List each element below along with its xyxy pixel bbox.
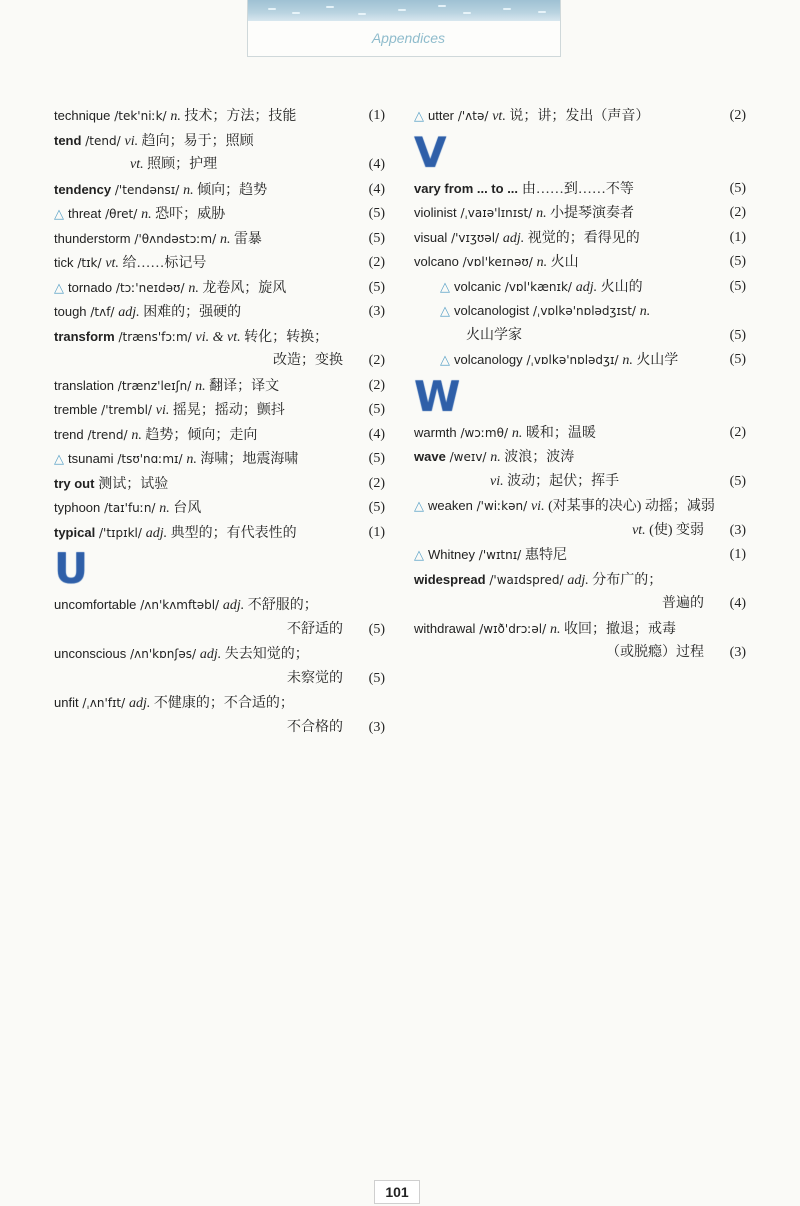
part-of-speech: n.	[490, 450, 501, 465]
part-of-speech: n.	[186, 452, 197, 467]
page-number: 101	[374, 1180, 420, 1204]
headword: unconscious	[54, 646, 127, 661]
unit-number: (4)	[368, 181, 385, 197]
definition: 改造；变换	[273, 353, 343, 368]
headword: uncomfortable	[54, 597, 137, 612]
headword: tornado	[68, 279, 113, 295]
headword: wave	[414, 449, 446, 464]
definition: 技术；方法；技能	[180, 109, 297, 124]
entry-row	[414, 250, 746, 275]
unit-number: (4)	[368, 426, 385, 442]
part-of-speech: n.	[131, 427, 142, 443]
unit-number: (5)	[368, 206, 385, 221]
entry-row	[54, 104, 385, 129]
definition: 惠特尼	[525, 548, 568, 563]
part-of-speech: n.	[639, 304, 651, 319]
entry-row	[54, 667, 385, 692]
definition: 不合格的	[287, 719, 343, 735]
part-of-speech: vi.	[124, 133, 139, 149]
part-of-speech: vt.	[492, 109, 506, 124]
pronunciation: /tend/	[81, 133, 125, 148]
pronunciation: /tʌf/	[86, 305, 119, 319]
part-of-speech: n.	[549, 621, 561, 637]
entry-row	[54, 251, 385, 276]
definition: (对某事的决心) 动摇；减弱	[544, 499, 715, 514]
entry-row	[54, 423, 385, 448]
entry-row	[414, 543, 746, 568]
headword: transform	[54, 328, 115, 344]
unit-number: (5)	[368, 500, 385, 515]
definition: 由……到……不等	[521, 181, 634, 197]
triangle-icon: △	[54, 279, 64, 295]
pronunciation: /ˌvaɪə'lɪnɪst/	[456, 206, 537, 220]
headword: volcanology	[454, 352, 523, 367]
unit-number: (5)	[729, 278, 746, 294]
entry-row	[54, 349, 385, 374]
headword: warmth	[414, 424, 457, 440]
unit-number: (5)	[368, 451, 385, 466]
definition: 摇晃；摇动；颤抖	[169, 403, 285, 418]
definition: 海啸；地震海啸	[196, 452, 299, 467]
definition: 火山	[547, 255, 579, 270]
definition: 不健康的；不合适的；	[150, 696, 294, 711]
entry-row	[54, 496, 385, 521]
entry-row	[54, 593, 385, 618]
headword: typical	[54, 524, 96, 540]
unit-number: (3)	[729, 645, 746, 660]
entry-row	[54, 472, 385, 497]
definition: 倾向；趋势	[193, 182, 268, 198]
letter-u-heading: U	[54, 547, 385, 591]
entry-row	[414, 519, 746, 544]
pronunciation: /taɪ'fuːn/	[100, 501, 160, 515]
definition: 失去知觉的；	[221, 647, 309, 662]
definition: 转化；转换；	[240, 329, 329, 345]
headword: volcanologist	[454, 303, 530, 318]
unit-number: (4)	[368, 157, 385, 172]
entry-row	[414, 568, 746, 593]
part-of-speech: n.	[188, 280, 199, 296]
headword: weaken	[428, 498, 473, 513]
headword: tremble	[54, 402, 98, 417]
entry-row	[414, 201, 746, 226]
pronunciation: /'vɪʒʊəl/	[447, 230, 503, 245]
headword: tick	[54, 255, 74, 270]
part-of-speech: adj.	[567, 572, 589, 588]
entry-row	[414, 617, 746, 642]
headword: visual	[414, 229, 448, 245]
group-u	[54, 593, 385, 740]
part-of-speech: adj.	[502, 230, 525, 246]
unit-number: (5)	[729, 327, 746, 343]
pronunciation: /ʌn'kɒnʃəs/	[126, 647, 200, 661]
triangle-icon: △	[414, 498, 424, 513]
entry-row	[414, 177, 746, 202]
headword: utter	[428, 108, 455, 123]
entry-row	[414, 445, 746, 470]
unit-number: (5)	[368, 230, 385, 246]
entry-row	[414, 641, 746, 666]
headword: unfit	[54, 695, 79, 710]
entry-row	[54, 447, 385, 472]
definition: 测试；试验	[98, 476, 169, 492]
right-column	[414, 104, 746, 666]
definition: 趋向；易于；照顾	[138, 133, 254, 149]
pronunciation: /ˌvɒlkə'nɒlədʒɪ/	[522, 353, 623, 367]
definition: 火山的	[597, 279, 643, 295]
part-of-speech: adj.	[575, 279, 598, 295]
definition: 火山学家	[466, 327, 522, 343]
entry-row	[54, 691, 385, 716]
headword: violinist	[414, 205, 457, 220]
definition: 收回；撤退；戒毒	[560, 621, 676, 637]
entry-row	[414, 421, 746, 446]
letter-w-heading: W	[414, 375, 746, 419]
part-of-speech: n.	[622, 353, 633, 368]
pronunciation: /tsʊ'nɑːmɪ/	[113, 452, 187, 466]
entry-row	[54, 153, 385, 178]
entry-row	[54, 618, 385, 643]
part-of-speech: n.	[141, 207, 152, 222]
section-label: Appendices	[371, 30, 445, 46]
pronunciation: /'waɪdspred/	[485, 572, 568, 587]
entry-row	[54, 325, 385, 350]
definition: 波动；起伏；挥手	[503, 473, 620, 489]
pronunciation: /trænz'leɪʃn/	[113, 378, 196, 393]
definition: 未察觉的	[287, 670, 343, 686]
pronunciation: /'wɪtnɪ/	[474, 548, 526, 562]
header-wave-band	[248, 0, 560, 21]
definition: 典型的；有代表性的	[167, 525, 297, 541]
part-of-speech: adj.	[118, 305, 140, 320]
letter-v-heading: V	[414, 131, 746, 175]
part-of-speech: adj.	[129, 696, 151, 711]
pronunciation: /'trembl/	[97, 403, 156, 417]
unit-number: (1)	[368, 524, 385, 540]
definition: 给……标记号	[118, 256, 207, 271]
headword: trend	[54, 426, 84, 442]
definition: 恐吓；威胁	[151, 207, 226, 222]
headword: threat	[68, 206, 102, 221]
headword: thunderstorm	[54, 230, 131, 246]
entry-row	[54, 374, 385, 399]
headword: volcanic	[454, 278, 501, 294]
unit-number: (5)	[368, 670, 385, 686]
entry-row	[414, 104, 746, 129]
definition: (使) 变弱	[645, 522, 704, 538]
part-of-speech: vt.	[632, 522, 646, 538]
pronunciation: /wɪð'drɔːəl/	[475, 621, 550, 636]
triangle-icon: △	[440, 303, 450, 318]
unit-number: (2)	[368, 377, 385, 393]
part-of-speech: adj.	[145, 525, 168, 541]
definition: 波浪；波涛	[500, 450, 575, 465]
pronunciation: /tɔː'neɪdəʊ/	[112, 280, 189, 295]
pronunciation: /θret/	[101, 207, 142, 221]
entry-row	[414, 494, 746, 519]
headword: tough	[54, 304, 87, 319]
pronunciation: /tek'niːk/	[110, 109, 171, 123]
unit-number: (2)	[729, 108, 746, 123]
headword: Whitney	[428, 547, 475, 562]
entry-row	[54, 276, 385, 301]
unit-number: (2)	[729, 424, 746, 440]
pronunciation: /ʌn'kʌmftəbl/	[136, 598, 223, 612]
entry-row	[414, 299, 746, 324]
part-of-speech: n.	[219, 231, 231, 247]
section-header	[247, 0, 561, 57]
unit-number: (1)	[729, 229, 746, 245]
unit-number: (2)	[368, 353, 385, 368]
group-u-cont	[414, 104, 746, 129]
definition: 暖和；温暖	[522, 425, 596, 441]
headword: tsunami	[68, 451, 114, 466]
entry-row	[414, 226, 746, 251]
unit-number: (5)	[729, 180, 746, 196]
definition: 困难的；强硬的	[139, 305, 242, 320]
pronunciation: /ˌvɒlkə'nɒlədʒɪst/	[529, 304, 640, 318]
group-t	[54, 104, 385, 545]
part-of-speech: adj.	[222, 598, 245, 613]
definition: 台风	[169, 501, 202, 516]
triangle-icon: △	[414, 547, 424, 562]
pronunciation: /'tɪpɪkl/	[95, 525, 146, 540]
unit-number: (2)	[729, 205, 746, 220]
headword: technique	[54, 108, 111, 123]
pronunciation: /'ʌtə/	[454, 109, 493, 123]
definition: （或脱瘾）过程	[606, 645, 704, 660]
triangle-icon: △	[54, 206, 64, 221]
part-of-speech: adj.	[199, 647, 222, 662]
part-of-speech: n.	[170, 109, 181, 124]
headword: typhoon	[54, 500, 101, 515]
pronunciation: /træns'fɔːm/	[114, 329, 196, 344]
definition: 小提琴演奏者	[546, 206, 635, 221]
entry-row	[54, 398, 385, 423]
entry-row	[54, 178, 385, 203]
part-of-speech: vi.	[155, 403, 170, 418]
group-v	[414, 177, 746, 373]
definition: 火山学	[632, 353, 679, 368]
pronunciation: /'tendənsɪ/	[111, 182, 184, 197]
entry-row	[54, 521, 385, 546]
headword: withdrawal	[414, 620, 476, 636]
unit-number: (5)	[729, 473, 746, 489]
definition: 雷暴	[230, 231, 262, 247]
entry-row	[414, 324, 746, 349]
part-of-speech: n.	[536, 255, 548, 270]
pronunciation: /tɪk/	[73, 256, 106, 270]
headword: translation	[54, 377, 114, 393]
pronunciation: /wɔːmθ/	[456, 425, 512, 440]
definition: 不舒适的	[287, 621, 343, 637]
triangle-icon: △	[414, 108, 424, 123]
entry-row	[414, 348, 746, 373]
triangle-icon: △	[440, 352, 450, 367]
entry-row	[54, 129, 385, 154]
left-column	[54, 104, 385, 740]
unit-number: (3)	[368, 719, 385, 735]
pronunciation: /'θʌndəstɔːm/	[130, 231, 220, 246]
pronunciation: /trend/	[83, 427, 132, 442]
definition: 说；讲；发出（声音）	[505, 109, 650, 124]
unit-number: (5)	[368, 402, 385, 417]
unit-number: (1)	[729, 547, 746, 562]
part-of-speech: vt.	[105, 256, 119, 271]
entry-row	[414, 592, 746, 617]
part-of-speech: vi.	[530, 499, 545, 514]
definition: 视觉的；看得见的	[524, 230, 640, 246]
unit-number: (3)	[368, 304, 385, 319]
group-w	[414, 421, 746, 666]
entry-row	[54, 642, 385, 667]
definition: 趋势；倾向；走向	[141, 427, 258, 443]
unit-number: (2)	[368, 255, 385, 270]
triangle-icon: △	[54, 451, 64, 466]
unit-number: (2)	[368, 475, 385, 491]
definition: 龙卷风；旋风	[198, 280, 287, 296]
unit-number: (5)	[368, 621, 385, 637]
part-of-speech: n.	[195, 378, 206, 394]
pronunciation: /vɒl'kænɪk/	[500, 279, 576, 294]
headword: vary from ... to ...	[414, 180, 519, 196]
part-of-speech: vt.	[130, 157, 144, 172]
pronunciation: /weɪv/	[445, 450, 491, 464]
unit-number: (1)	[368, 108, 385, 123]
unit-number: (3)	[729, 522, 746, 538]
triangle-icon: △	[440, 278, 450, 294]
definition: 不舒服的；	[244, 598, 318, 613]
pronunciation: /vɒl'keɪnəʊ/	[458, 255, 537, 269]
definition: 翻译；译文	[205, 378, 280, 394]
pronunciation: /'wiːkən/	[472, 499, 531, 513]
part-of-speech: n.	[511, 425, 523, 441]
entry-row	[54, 300, 385, 325]
part-of-speech: vi. & vt.	[195, 329, 241, 345]
entry-row	[414, 275, 746, 300]
entry-row	[414, 470, 746, 495]
part-of-speech: vi.	[490, 473, 504, 489]
part-of-speech: n.	[183, 182, 194, 198]
headword: volcano	[414, 254, 459, 269]
entry-row	[54, 227, 385, 252]
headword: widespread	[414, 571, 486, 587]
definition: 照顾；护理	[143, 157, 218, 172]
unit-number: (5)	[729, 254, 746, 269]
definition: 分布广的；	[588, 572, 663, 588]
unit-number: (5)	[729, 352, 746, 367]
unit-number: (5)	[368, 279, 385, 295]
entry-row	[54, 202, 385, 227]
pronunciation: /ˌʌn'fɪt/	[78, 696, 129, 710]
definition: 普遍的	[662, 596, 704, 611]
part-of-speech: n.	[159, 501, 170, 516]
entry-row	[54, 716, 385, 741]
headword: try out	[54, 475, 95, 491]
unit-number: (4)	[729, 596, 746, 611]
headword: tendency	[54, 181, 112, 197]
part-of-speech: n.	[536, 206, 547, 221]
headword: tend	[54, 132, 82, 148]
